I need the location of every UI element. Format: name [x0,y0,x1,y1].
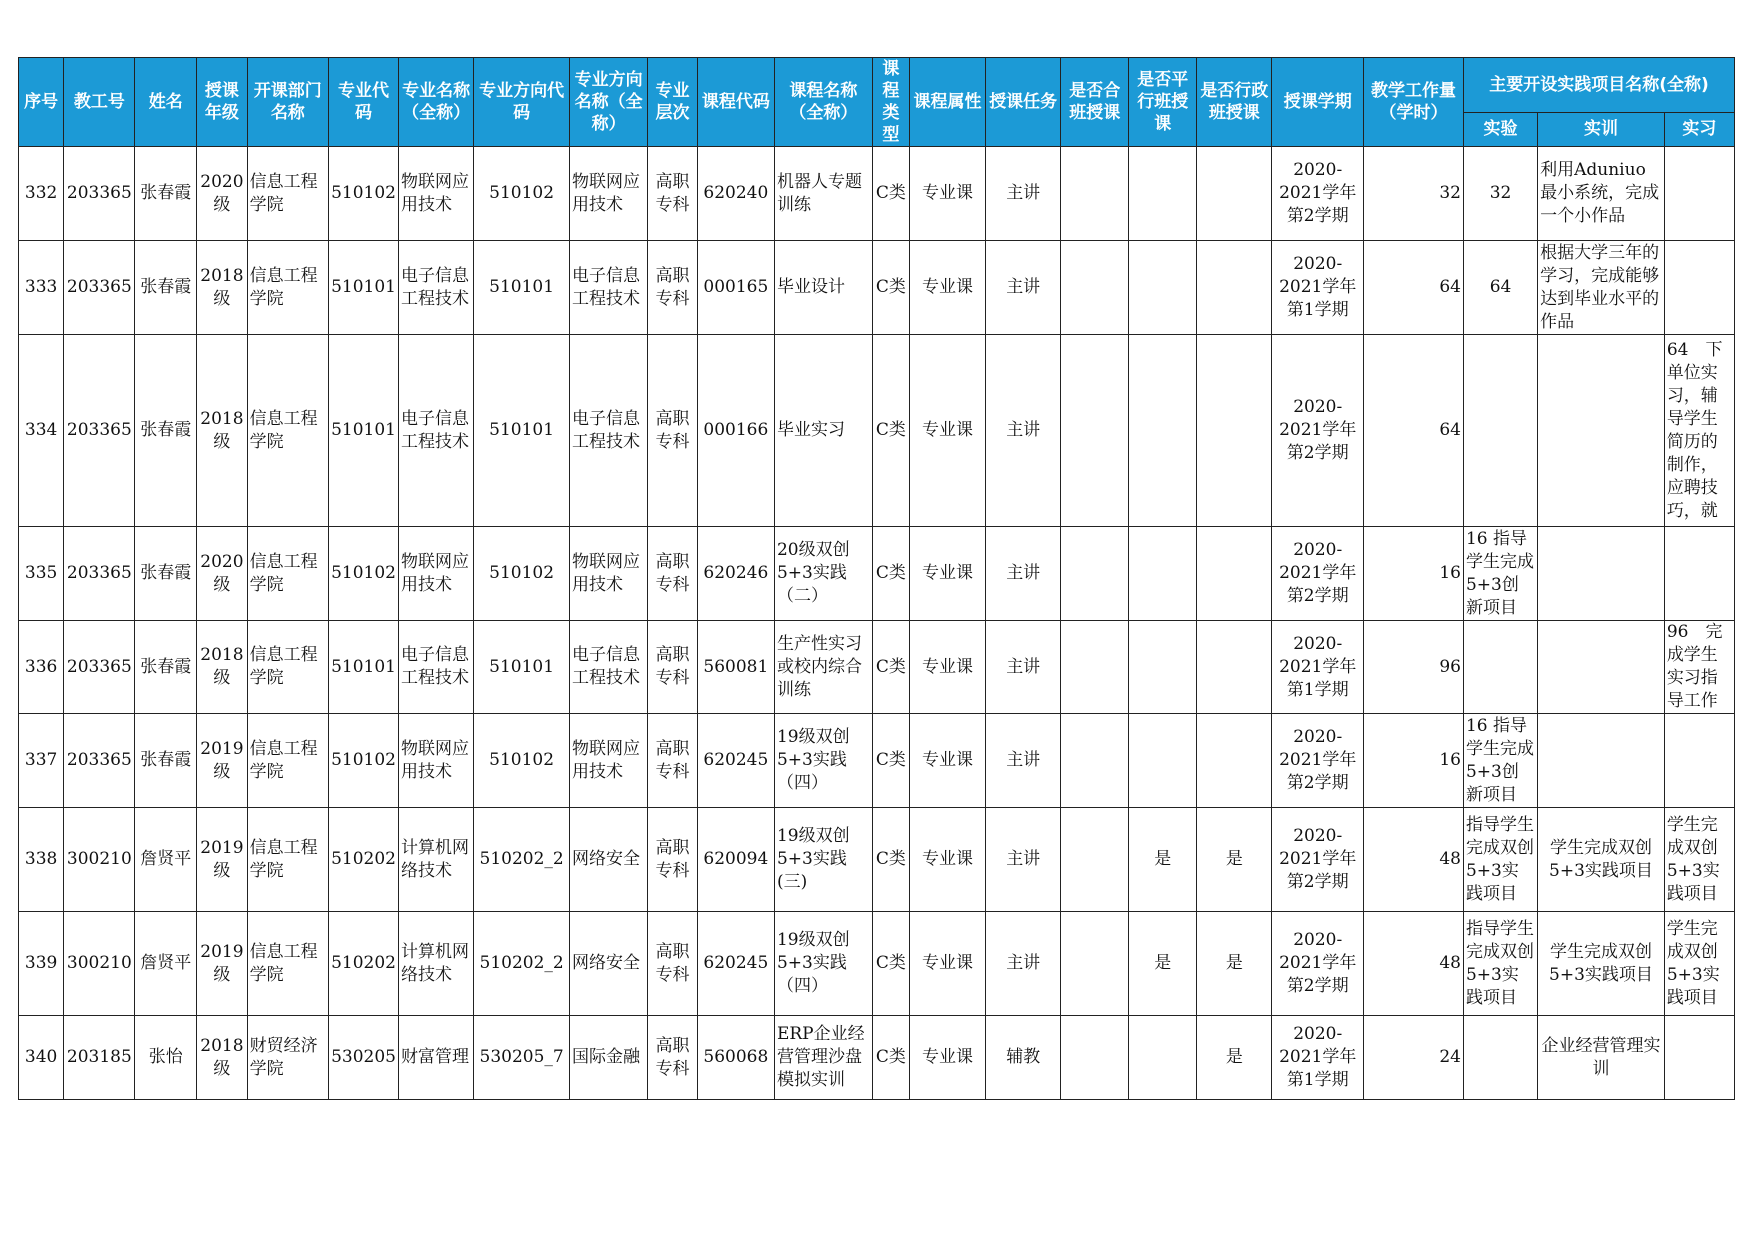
cell-name: 詹贤平 [135,912,197,1016]
cell-direction-name: 网络安全 [570,912,648,1016]
cell-dept: 信息工程学院 [247,714,328,808]
cell-experiment [1463,621,1537,714]
cell-major-code: 510202 [329,912,399,1016]
cell-grade: 2019级 [197,912,247,1016]
cell-course-code: 620240 [697,147,774,241]
cell-course-name: ERP企业经营管理沙盘模拟实训 [774,1016,872,1100]
cell-task: 主讲 [986,621,1061,714]
cell-task: 主讲 [986,808,1061,912]
cell-course-name: 19级双创5+3实践(三) [774,808,872,912]
cell-internship [1664,241,1734,335]
cell-training: 利用Aduniuo最小系统，完成一个小作品 [1538,147,1665,241]
cell-major-name: 物联网应用技术 [399,527,474,621]
cell-experiment: 指导学生完成双创5+3实践项目 [1463,808,1537,912]
cell-term: 2020-2021学年第1学期 [1272,621,1364,714]
cell-workload: 64 [1364,335,1464,527]
cell-parallel [1129,147,1197,241]
cell-workload: 64 [1364,241,1464,335]
cell-major-code: 530205 [329,1016,399,1100]
header-direction-code: 专业方向代码 [474,58,570,147]
cell-course-attr: 专业课 [909,621,985,714]
cell-major-code: 510102 [329,714,399,808]
cell-course-type: C类 [872,241,909,335]
cell-direction-name: 国际金融 [570,1016,648,1100]
cell-seq: 336 [19,621,64,714]
cell-major-code: 510101 [329,621,399,714]
cell-name: 张春霞 [135,527,197,621]
cell-course-name: 毕业实习 [774,335,872,527]
cell-workload: 48 [1364,912,1464,1016]
cell-major-name: 电子信息工程技术 [399,621,474,714]
cell-internship [1664,527,1734,621]
cell-merged [1061,241,1129,335]
cell-training [1538,714,1665,808]
cell-course-attr: 专业课 [909,808,985,912]
cell-direction-name: 物联网应用技术 [570,147,648,241]
cell-admin-class: 是 [1197,808,1272,912]
cell-staff-id: 300210 [64,808,135,912]
cell-parallel: 是 [1129,808,1197,912]
cell-internship: 64 下单位实习，辅导学生简历的制作，应聘技巧，就 [1664,335,1734,527]
header-parallel-class: 是否平行班授课 [1129,58,1197,147]
cell-parallel [1129,241,1197,335]
cell-experiment: 32 [1463,147,1537,241]
cell-direction-code: 510202_2 [474,912,570,1016]
cell-seq: 334 [19,335,64,527]
cell-grade: 2018级 [197,335,247,527]
cell-merged [1061,912,1129,1016]
cell-grade: 2020级 [197,147,247,241]
cell-course-attr: 专业课 [909,147,985,241]
cell-task: 主讲 [986,912,1061,1016]
table-row [19,912,1735,1016]
cell-direction-name: 电子信息工程技术 [570,335,648,527]
cell-dept: 信息工程学院 [247,147,328,241]
cell-term: 2020-2021学年第2学期 [1272,147,1364,241]
cell-course-type: C类 [872,714,909,808]
cell-training: 企业经营管理实训 [1538,1016,1665,1100]
cell-workload: 16 [1364,714,1464,808]
cell-staff-id: 203365 [64,335,135,527]
cell-course-name: 20级双创5+3实践（二） [774,527,872,621]
cell-direction-code: 530205_7 [474,1016,570,1100]
cell-training [1538,527,1665,621]
cell-grade: 2019级 [197,808,247,912]
table-row [19,147,1735,241]
cell-course-name: 生产性实习或校内综合训练 [774,621,872,714]
cell-workload: 48 [1364,808,1464,912]
cell-name: 詹贤平 [135,808,197,912]
cell-level: 高职专科 [648,714,697,808]
cell-name: 张春霞 [135,621,197,714]
table-row [19,527,1735,621]
cell-course-attr: 专业课 [909,527,985,621]
cell-course-type: C类 [872,147,909,241]
cell-course-code: 560081 [697,621,774,714]
cell-direction-name: 电子信息工程技术 [570,241,648,335]
cell-experiment: 16 指导学生完成5+3创新项目 [1463,714,1537,808]
cell-task: 主讲 [986,527,1061,621]
cell-major-code: 510101 [329,335,399,527]
cell-staff-id: 203185 [64,1016,135,1100]
cell-direction-name: 物联网应用技术 [570,527,648,621]
teaching-workload-sheet [18,57,1735,1100]
cell-internship: 学生完成双创5+3实践项目 [1664,808,1734,912]
cell-course-name: 毕业设计 [774,241,872,335]
cell-course-type: C类 [872,335,909,527]
cell-direction-code: 510202_2 [474,808,570,912]
cell-seq: 337 [19,714,64,808]
cell-grade: 2019级 [197,714,247,808]
header-course-type: 课程类型 [872,58,909,147]
cell-term: 2020-2021学年第1学期 [1272,1016,1364,1100]
cell-parallel [1129,335,1197,527]
cell-term: 2020-2021学年第2学期 [1272,912,1364,1016]
cell-course-code: 620245 [697,912,774,1016]
cell-direction-code: 510101 [474,621,570,714]
cell-seq: 339 [19,912,64,1016]
cell-internship: 96 完成学生实习指导工作 [1664,621,1734,714]
cell-staff-id: 203365 [64,527,135,621]
cell-course-code: 000165 [697,241,774,335]
cell-seq: 333 [19,241,64,335]
cell-course-name: 19级双创5+3实践（四） [774,912,872,1016]
cell-dept: 信息工程学院 [247,621,328,714]
header-admin-class: 是否行政班授课 [1197,58,1272,147]
cell-course-code: 620245 [697,714,774,808]
header-course-code: 课程代码 [697,58,774,147]
cell-staff-id: 203365 [64,147,135,241]
cell-internship [1664,147,1734,241]
cell-dept: 信息工程学院 [247,912,328,1016]
cell-grade: 2018级 [197,241,247,335]
header-major-code: 专业代码 [329,58,399,147]
table-header [19,58,1735,147]
header-grade: 授课年级 [197,58,247,147]
cell-direction-code: 510102 [474,714,570,808]
cell-name: 张春霞 [135,241,197,335]
cell-experiment [1463,335,1537,527]
cell-task: 主讲 [986,335,1061,527]
cell-experiment: 16 指导学生完成5+3创新项目 [1463,527,1537,621]
cell-seq: 335 [19,527,64,621]
cell-name: 张春霞 [135,335,197,527]
cell-course-code: 620094 [697,808,774,912]
cell-parallel [1129,714,1197,808]
table-row [19,241,1735,335]
cell-grade: 2020级 [197,527,247,621]
header-task: 授课任务 [986,58,1061,147]
header-major-name: 专业名称（全称） [399,58,474,147]
workload-table [18,57,1735,1100]
cell-direction-name: 网络安全 [570,808,648,912]
cell-merged [1061,147,1129,241]
cell-staff-id: 203365 [64,621,135,714]
cell-direction-code: 510101 [474,335,570,527]
cell-name: 张怡 [135,1016,197,1100]
cell-name: 张春霞 [135,714,197,808]
header-practice-projects: 主要开设实践项目名称(全称) [1463,58,1734,113]
cell-major-name: 物联网应用技术 [399,147,474,241]
header-seq: 序号 [19,58,64,147]
cell-internship [1664,714,1734,808]
cell-staff-id: 203365 [64,241,135,335]
cell-workload: 24 [1364,1016,1464,1100]
table-row [19,335,1735,527]
cell-dept: 信息工程学院 [247,808,328,912]
cell-grade: 2018级 [197,1016,247,1100]
cell-major-code: 510101 [329,241,399,335]
cell-term: 2020-2021学年第2学期 [1272,527,1364,621]
cell-level: 高职专科 [648,808,697,912]
cell-merged [1061,808,1129,912]
cell-course-type: C类 [872,808,909,912]
header-training: 实训 [1538,112,1665,146]
cell-course-code: 560068 [697,1016,774,1100]
cell-course-name: 19级双创5+3实践（四） [774,714,872,808]
header-merged-class: 是否合班授课 [1061,58,1129,147]
cell-level: 高职专科 [648,912,697,1016]
cell-direction-name: 电子信息工程技术 [570,621,648,714]
cell-term: 2020-2021学年第2学期 [1272,335,1364,527]
cell-training: 根据大学三年的学习，完成能够达到毕业水平的作品 [1538,241,1665,335]
cell-major-name: 财富管理 [399,1016,474,1100]
cell-course-type: C类 [872,621,909,714]
cell-level: 高职专科 [648,241,697,335]
cell-grade: 2018级 [197,621,247,714]
cell-term: 2020-2021学年第2学期 [1272,714,1364,808]
cell-seq: 340 [19,1016,64,1100]
cell-workload: 32 [1364,147,1464,241]
cell-level: 高职专科 [648,621,697,714]
cell-merged [1061,527,1129,621]
cell-merged [1061,714,1129,808]
cell-course-code: 000166 [697,335,774,527]
cell-merged [1061,621,1129,714]
cell-major-name: 计算机网络技术 [399,808,474,912]
cell-level: 高职专科 [648,335,697,527]
table-row [19,808,1735,912]
cell-admin-class [1197,241,1272,335]
cell-major-name: 电子信息工程技术 [399,335,474,527]
cell-seq: 332 [19,147,64,241]
cell-staff-id: 300210 [64,912,135,1016]
cell-course-type: C类 [872,527,909,621]
cell-name: 张春霞 [135,147,197,241]
cell-direction-name: 物联网应用技术 [570,714,648,808]
cell-admin-class [1197,621,1272,714]
cell-term: 2020-2021学年第1学期 [1272,241,1364,335]
cell-staff-id: 203365 [64,714,135,808]
cell-dept: 信息工程学院 [247,335,328,527]
cell-admin-class [1197,335,1272,527]
cell-admin-class: 是 [1197,912,1272,1016]
cell-course-attr: 专业课 [909,241,985,335]
header-direction-name: 专业方向名称（全称） [570,58,648,147]
cell-parallel [1129,1016,1197,1100]
header-experiment: 实验 [1463,112,1537,146]
cell-major-name: 物联网应用技术 [399,714,474,808]
cell-experiment: 指导学生完成双创5+3实践项目 [1463,912,1537,1016]
cell-training: 学生完成双创5+3实践项目 [1538,912,1665,1016]
cell-level: 高职专科 [648,1016,697,1100]
cell-task: 主讲 [986,147,1061,241]
header-internship: 实习 [1664,112,1734,146]
cell-training: 学生完成双创5+3实践项目 [1538,808,1665,912]
cell-seq: 338 [19,808,64,912]
cell-parallel: 是 [1129,912,1197,1016]
cell-course-attr: 专业课 [909,335,985,527]
cell-experiment: 64 [1463,241,1537,335]
cell-course-name: 机器人专题训练 [774,147,872,241]
cell-term: 2020-2021学年第2学期 [1272,808,1364,912]
cell-admin-class [1197,147,1272,241]
cell-course-type: C类 [872,1016,909,1100]
cell-training [1538,335,1665,527]
header-level: 专业层次 [648,58,697,147]
cell-course-attr: 专业课 [909,912,985,1016]
cell-parallel [1129,621,1197,714]
header-staff-id: 教工号 [64,58,135,147]
cell-admin-class [1197,714,1272,808]
cell-level: 高职专科 [648,147,697,241]
header-term: 授课学期 [1272,58,1364,147]
cell-course-attr: 专业课 [909,714,985,808]
table-row [19,621,1735,714]
cell-merged [1061,1016,1129,1100]
cell-dept: 财贸经济学院 [247,1016,328,1100]
cell-merged [1061,335,1129,527]
header-course-name: 课程名称（全称） [774,58,872,147]
table-row [19,714,1735,808]
cell-task: 主讲 [986,714,1061,808]
cell-direction-code: 510102 [474,527,570,621]
cell-course-attr: 专业课 [909,1016,985,1100]
cell-major-code: 510102 [329,147,399,241]
cell-parallel [1129,527,1197,621]
cell-admin-class: 是 [1197,1016,1272,1100]
header-name: 姓名 [135,58,197,147]
cell-workload: 96 [1364,621,1464,714]
table-row [19,1016,1735,1100]
cell-task: 辅教 [986,1016,1061,1100]
cell-major-name: 计算机网络技术 [399,912,474,1016]
cell-internship [1664,1016,1734,1100]
cell-level: 高职专科 [648,527,697,621]
cell-dept: 信息工程学院 [247,527,328,621]
header-dept: 开课部门名称 [247,58,328,147]
cell-direction-code: 510101 [474,241,570,335]
header-course-attr: 课程属性 [909,58,985,147]
cell-experiment [1463,1016,1537,1100]
cell-internship: 学生完成双创5+3实践项目 [1664,912,1734,1016]
cell-dept: 信息工程学院 [247,241,328,335]
cell-training [1538,621,1665,714]
cell-major-name: 电子信息工程技术 [399,241,474,335]
cell-major-code: 510102 [329,527,399,621]
cell-course-code: 620246 [697,527,774,621]
cell-course-type: C类 [872,912,909,1016]
cell-direction-code: 510102 [474,147,570,241]
cell-major-code: 510202 [329,808,399,912]
table-body [19,147,1735,1100]
cell-workload: 16 [1364,527,1464,621]
cell-task: 主讲 [986,241,1061,335]
header-workload: 教学工作量（学时） [1364,58,1464,147]
cell-admin-class [1197,527,1272,621]
